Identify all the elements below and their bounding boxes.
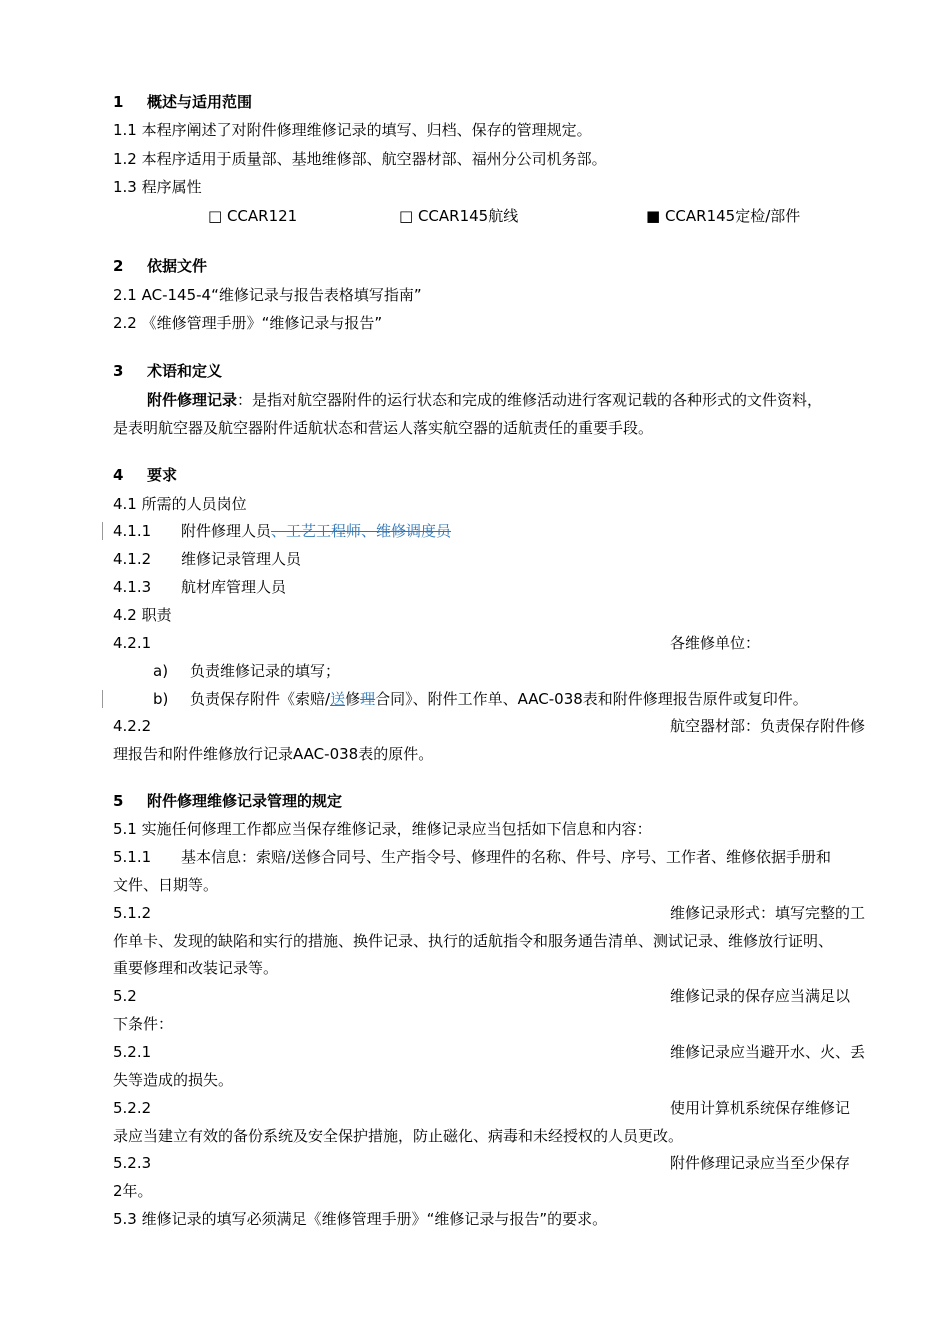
item-5-1-2-number: 5.1.2: [113, 904, 152, 922]
item-5-2-2-continuation: 录应当建立有效的备份系统及安全保护措施，防止磁化、病毒和未经授权的人员更改。: [113, 1127, 684, 1145]
list-text: 修: [345, 690, 361, 708]
section-title: 依据文件: [147, 257, 208, 275]
section-3-heading: [113, 361, 222, 381]
item-5-2-1-continuation: 失等造成的损失。: [113, 1071, 234, 1089]
item-5-1-2-text: 维修记录形式：填写完整的工: [670, 904, 866, 922]
paragraph-2-2: 2.2 《维修管理手册》“维修记录与报告”: [113, 314, 383, 332]
item-5-1-2-continuation-2: 重要修理和改装记录等。: [113, 959, 279, 977]
item-5-2-3-continuation: 2年。: [113, 1182, 153, 1200]
item-4-1-1: [113, 521, 451, 541]
list-item-b: [153, 689, 808, 709]
checkbox-ccar145-line: □ CCAR145航线: [399, 207, 519, 225]
item-text: 附件修理人员: [181, 522, 272, 540]
checkbox-ccar121: □ CCAR121: [208, 207, 298, 225]
paragraph-5-3: 5.3 维修记录的填写必须满足《维修管理手册》“维修记录与报告”的要求。: [113, 1210, 608, 1228]
item-4-1-2: [113, 549, 301, 569]
list-marker: b): [153, 690, 169, 708]
section-title: 概述与适用范围: [147, 93, 253, 111]
item-5-2-1-number: 5.2.1: [113, 1043, 152, 1061]
item-4-2-2-number: 4.2.2: [113, 717, 152, 735]
deleted-text: 、工艺工程师、维修调度员: [271, 522, 452, 540]
item-number: 5.1.1: [113, 848, 152, 866]
item-5-2-number: 5.2: [113, 987, 137, 1005]
item-5-2-text: 维修记录的保存应当满足以: [670, 987, 851, 1005]
section-number: 2: [113, 257, 124, 275]
item-5-1-2-continuation: 作单卡、发现的缺陷和实行的措施、换件记录、执行的适航指令和服务通告清单、测试记录、维修放行证明、: [113, 932, 834, 950]
item-text: 维修记录管理人员: [181, 550, 302, 568]
section-number: 1: [113, 93, 124, 111]
item-5-2-continuation: 下条件：: [113, 1015, 174, 1033]
section-number: 4: [113, 466, 124, 484]
list-text: 合同》、附件工作单、AAC-038表和附件修理报告原件或复印件。: [375, 690, 808, 708]
item-text: 基本信息：索赔/送修合同号、生产指令号、修理件的名称、件号、序号、工作者、维修依据手册和: [181, 848, 832, 866]
section-4-heading: [113, 465, 177, 485]
paragraph-2-1: 2.1 AC-145-4“维修记录与报告表格填写指南”: [113, 286, 422, 304]
item-4-2-1-number: 4.2.1: [113, 634, 152, 652]
item-5-2-2-number: 5.2.2: [113, 1099, 152, 1117]
section-5-heading: [113, 791, 342, 811]
item-number: 4.1.2: [113, 550, 152, 568]
item-5-1-1: [113, 847, 831, 867]
section-1-heading: [113, 92, 252, 112]
list-text: 负责维修记录的填写；: [190, 662, 341, 680]
list-marker: a): [153, 662, 169, 680]
item-5-2-2-text: 使用计算机系统保存维修记: [670, 1099, 851, 1117]
paragraph-5-1: 5.1 实施任何修理工作都应当保存维修记录，维修记录应当包括如下信息和内容：: [113, 820, 652, 838]
section-number: 5: [113, 792, 124, 810]
definition-continuation: 是表明航空器及航空器附件适航状态和营运人落实航空器的适航责任的重要手段。: [113, 419, 654, 437]
section-title: 附件修理维修记录管理的规定: [147, 792, 343, 810]
item-number: 4.1.3: [113, 578, 152, 596]
definition-paragraph: [147, 390, 822, 410]
paragraph-1-3: 1.3 程序属性: [113, 178, 202, 196]
section-number: 3: [113, 362, 124, 380]
definition-text: ：是指对航空器附件的运行状态和完成的维修活动进行客观记载的各种形式的文件资料，: [237, 391, 823, 409]
item-5-1-1-continuation: 文件、日期等。: [113, 876, 219, 894]
checkbox-ccar145-component: ■ CCAR145定检/部件: [646, 207, 801, 225]
item-text: 航材库管理人员: [181, 578, 287, 596]
paragraph-1-2: 1.2 本程序适用于质量部、基地维修部、航空器材部、福州分公司机务部。: [113, 150, 607, 168]
list-text: 负责保存附件《索赔/: [190, 690, 331, 708]
paragraph-4-2: 4.2 职责: [113, 606, 172, 624]
item-4-2-2-text: 航空器材部：负责保存附件修: [670, 717, 866, 735]
item-4-1-3: [113, 577, 286, 597]
item-5-2-1-text: 维修记录应当避开水、火、丢: [670, 1043, 866, 1061]
item-number: 4.1.1: [113, 522, 152, 540]
list-item-a: [153, 661, 340, 681]
change-bar: [102, 690, 103, 708]
section-2-heading: [113, 256, 207, 276]
paragraph-1-1: 1.1 本程序阐述了对附件修理维修记录的填写、归档、保存的管理规定。: [113, 121, 592, 139]
paragraph-4-1: 4.1 所需的人员岗位: [113, 495, 247, 513]
item-4-2-2-continuation: 理报告和附件维修放行记录AAC-038表的原件。: [113, 745, 434, 763]
item-5-2-3-text: 附件修理记录应当至少保存: [670, 1154, 851, 1172]
section-title: 要求: [147, 466, 178, 484]
item-4-2-1-text: 各维修单位：: [670, 634, 761, 652]
change-bar: [102, 522, 103, 540]
definition-term: 附件修理记录: [147, 391, 238, 409]
item-5-2-3-number: 5.2.3: [113, 1154, 152, 1172]
section-title: 术语和定义: [147, 362, 223, 380]
inserted-text: 送: [330, 690, 346, 708]
deleted-text: 理: [360, 690, 376, 708]
